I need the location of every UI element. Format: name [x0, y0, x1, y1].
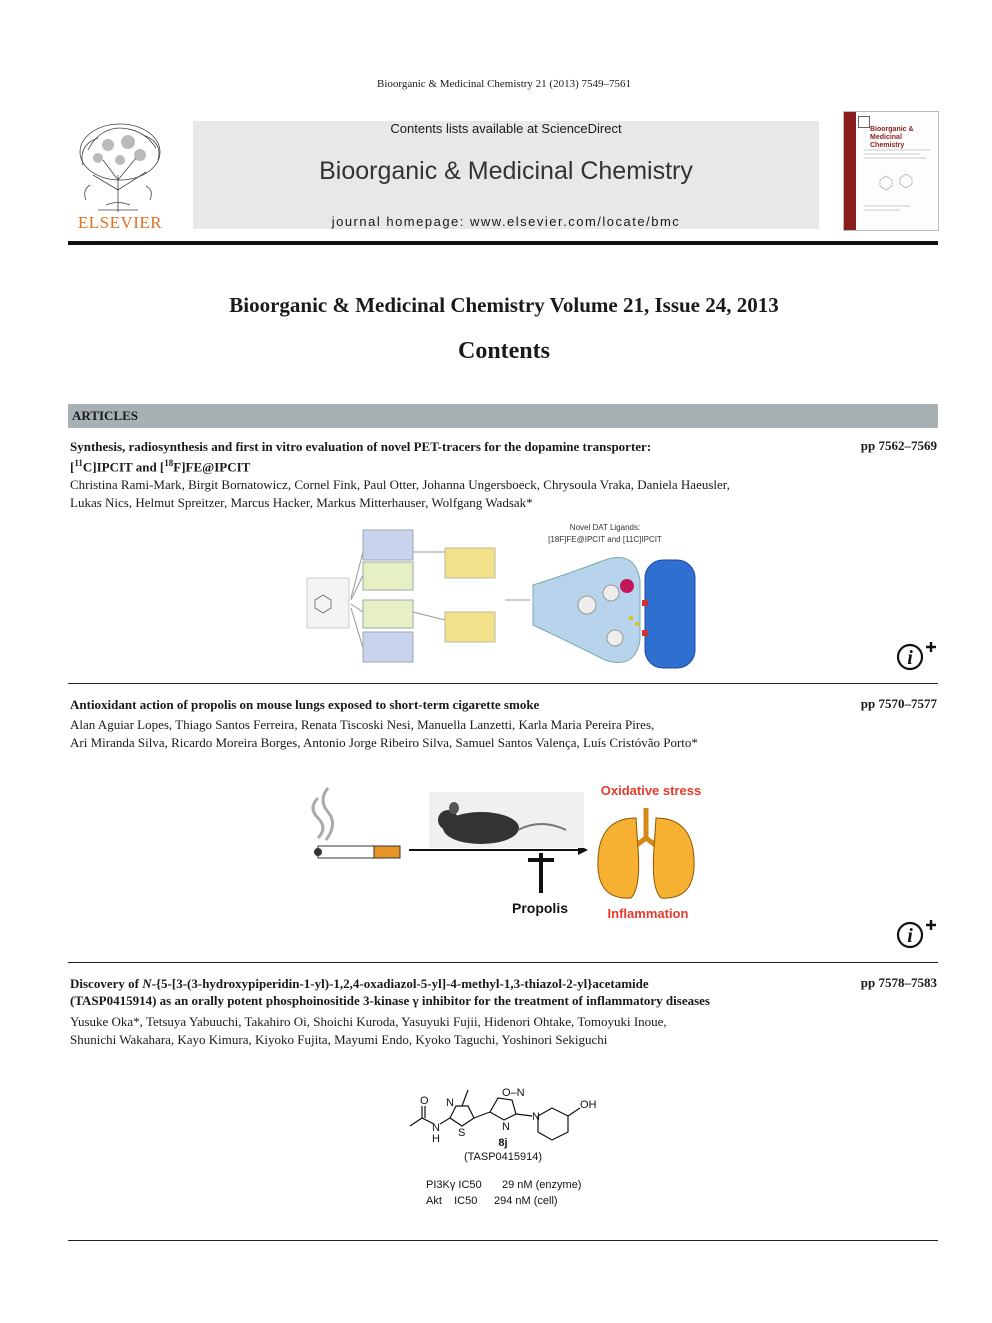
article-title-line: Synthesis, radiosynthesis and first in vitro evaluation of novel PET-tracers for the dopamine transporter:: [70, 439, 652, 454]
header-rule: [68, 241, 938, 245]
journal-cover[interactable]: [843, 111, 939, 231]
article-title-line: (TASP0415914) as an orally potent phosphoinositide 3-kinase γ inhibitor for the treatment of inflammatory diseases: [70, 993, 710, 1008]
atom-label: OH: [580, 1099, 597, 1111]
article-pages-3[interactable]: pp 7578–7583: [860, 975, 937, 990]
authors-line: Lukas Nics, Helmut Spreitzer, Marcus Hacker, Markus Mitterhauser, Wolfgang Wadsak*: [70, 495, 533, 510]
title-fragment: Discovery of: [70, 976, 143, 991]
article-divider: [68, 962, 938, 963]
intermediate-boxes: [363, 530, 495, 662]
tree-logo-icon: [68, 120, 172, 215]
authors-line: Christina Rami-Mark, Birgit Bornatowicz, Cornel Fink, Paul Otter, Johanna Ungersboeck, Chrysoula Vraka, Daniela Haeusler,: [70, 477, 730, 492]
isotope-superscript: 11: [74, 458, 83, 468]
graphical-abstract-1[interactable]: [305, 520, 700, 672]
propolis-label: Propolis: [511, 900, 569, 916]
title-fragment: -{5-[3-(3-hydroxypiperidin-1-yl)-1,2,4-oxadiazol-5-yl]-4-methyl-1,3-thiazol-2-yl}acetamide: [151, 976, 649, 991]
cover-logo-icon: [858, 116, 870, 128]
section-label: ARTICLES: [72, 408, 139, 423]
graphical-abstract-2[interactable]: [296, 778, 716, 923]
article-title-1[interactable]: [70, 438, 830, 475]
info-plus-icon[interactable]: [896, 920, 938, 950]
atom-label: N: [446, 1097, 454, 1109]
authors-line: Shunichi Wakahara, Kayo Kimura, Kiyoko Fujita, Mayumi Endo, Kyoko Taguchi, Yoshinori Sekiguchi: [70, 1032, 608, 1047]
lungs-icon: [598, 808, 694, 898]
atom-label: N: [502, 1121, 510, 1133]
article-title-line: [70, 455, 830, 475]
graphic-heading-2: [18F]FE@IPCIT and [11C]IPCIT: [548, 535, 662, 544]
elsevier-logo[interactable]: [68, 120, 172, 235]
cover-art-icon: [860, 146, 934, 216]
graphical-abstract-3[interactable]: [400, 1062, 620, 1212]
article-authors-3: [70, 1013, 830, 1049]
article-pages-1[interactable]: pp 7562–7569: [860, 438, 937, 453]
journal-title: Bioorganic & Medicinal Chemistry: [319, 157, 693, 185]
article-title-2[interactable]: Antioxidant action of propolis on mouse lungs exposed to short-term cigarette smoke: [70, 697, 540, 712]
assay-value: 29 nM (enzyme): [502, 1179, 582, 1191]
atom-label: S: [458, 1127, 466, 1139]
publisher-name: ELSEVIER: [77, 213, 163, 232]
oxidative-stress-label: Oxidative stress: [600, 783, 702, 798]
assay-label: Akt IC50: [426, 1195, 478, 1207]
mouse-image-icon: [429, 792, 584, 848]
compound-code: (TASP0415914): [463, 1151, 543, 1163]
title-fragment: F]FE@IPCIT: [173, 459, 251, 475]
svg-text:i: i: [907, 647, 913, 669]
article-pages-2[interactable]: pp 7570–7577: [860, 696, 937, 711]
article-title-line: [70, 975, 830, 992]
synapse-diagram: [533, 558, 695, 669]
section-bar-articles: [68, 404, 938, 428]
contents-available-text[interactable]: Contents lists available at ScienceDirect: [390, 121, 622, 136]
svg-text:i: i: [907, 925, 913, 947]
article-title-3[interactable]: [70, 975, 830, 1009]
page-bottom-rule: [68, 1240, 938, 1241]
assay-label: PI3Kγ IC50: [426, 1179, 482, 1191]
atom-label: N: [532, 1111, 540, 1123]
title-fragment-italic: N: [142, 976, 152, 991]
isotope-superscript: 18: [164, 458, 174, 468]
cigarette-icon: [314, 846, 400, 858]
journal-homepage-link[interactable]: journal homepage: www.elsevier.com/locate/bmc: [331, 214, 681, 229]
authors-line: Alan Aguiar Lopes, Thiago Santos Ferreira, Renata Tiscoski Nesi, Manuella Lanzetti, Karla Maria Pereira Pires,: [70, 717, 655, 732]
title-fragment: [: [70, 459, 75, 475]
article-divider: [68, 683, 938, 684]
smoke-icon: [313, 788, 333, 840]
journal-banner: [193, 121, 819, 229]
atom-label: H: [432, 1133, 440, 1145]
authors-line: Ari Miranda Silva, Ricardo Moreira Borges, Antonio Jorge Ribeiro Silva, Samuel Santos Valença, Luís Cristóvão Porto*: [70, 735, 698, 750]
authors-line: Yusuke Oka*, Tetsuya Yabuuchi, Takahiro Oi, Shoichi Kuroda, Yasuyuki Fujii, Hidenori Ohtake, Tomoyuki Inoue,: [70, 1014, 667, 1029]
info-plus-icon[interactable]: [896, 642, 938, 672]
graphic-heading-1: Novel DAT Ligands:: [569, 523, 641, 532]
inhibition-bar: [528, 853, 554, 893]
article-authors-1: [70, 476, 830, 512]
article-authors-2: [70, 716, 830, 752]
atom-label: O: [420, 1095, 429, 1107]
cover-spine: [844, 112, 856, 230]
assay-value: 294 nM (cell): [494, 1195, 558, 1207]
contents-heading: Contents: [457, 338, 550, 364]
running-head: Bioorganic & Medicinal Chemistry 21 (2013) 7549–7561: [377, 78, 631, 90]
compound-id: 8j: [498, 1137, 508, 1149]
precursor-molecule: [307, 578, 349, 628]
title-fragment: C]IPCIT and [: [82, 459, 165, 475]
inflammation-label: Inflammation: [607, 906, 689, 921]
atom-label: O–N: [502, 1087, 525, 1099]
cover-title: Bioorganic & Medicinal Chemistry: [870, 126, 914, 149]
volume-title: Bioorganic & Medicinal Chemistry Volume 21, Issue 24, 2013: [229, 293, 779, 317]
atom-label: N: [432, 1122, 440, 1134]
